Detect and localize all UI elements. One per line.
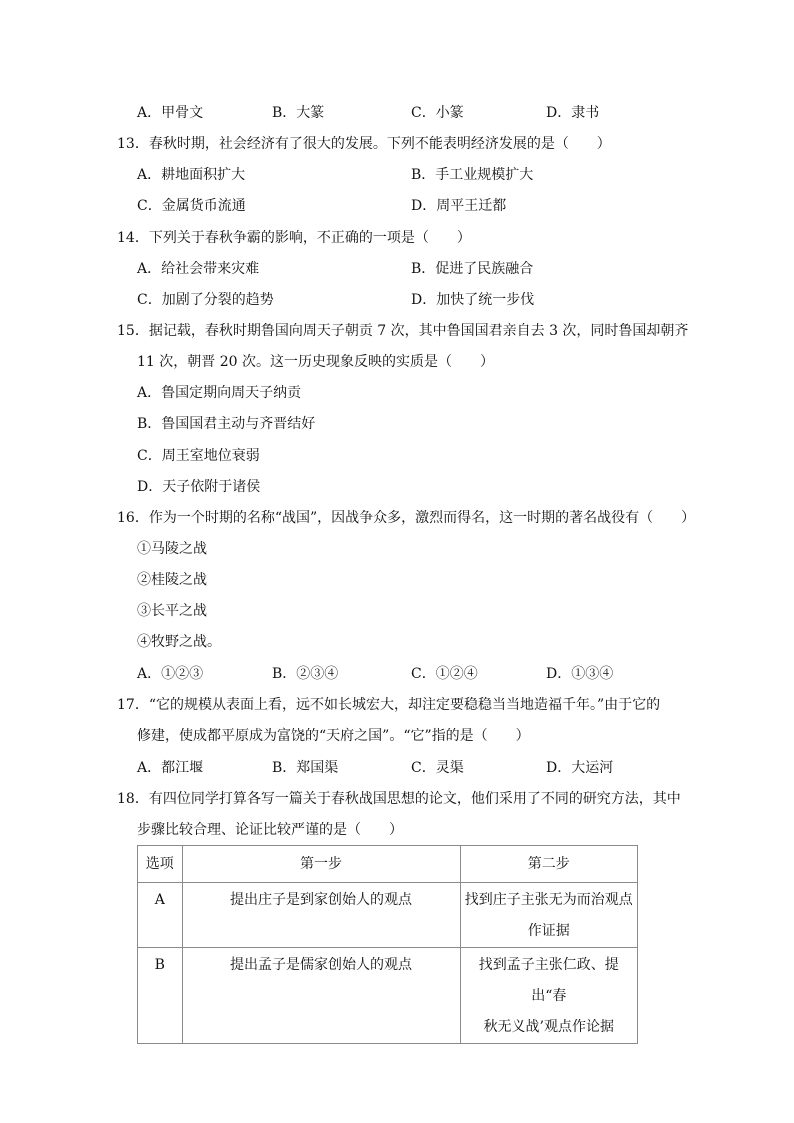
row-option: A xyxy=(138,883,183,948)
q17-option-c: C．灵渠 xyxy=(411,760,464,776)
q16-option-c: C．①②④ xyxy=(411,666,478,682)
q15-stem-line1: 15．据记载，春秋时期鲁国向周天子朝贡 7 次，其中鲁国国君亲自去 3 次，同时鲁国却朝齐 xyxy=(117,323,689,339)
q14-stem: 14．下列关于春秋争霸的影响，不正确的一项是（ ） xyxy=(117,230,471,246)
q15-option-a: A．鲁国定期向周天子纳贡 xyxy=(137,385,302,401)
q14-option-d: D．加快了统一步伐 xyxy=(411,292,535,308)
q14-option-a: A．给社会带来灾难 xyxy=(137,261,260,277)
q13-option-c: C．金属货币流通 xyxy=(137,198,246,214)
q16-item-2: ②桂陵之战 xyxy=(137,572,207,588)
q12-option-a: A．甲骨文 xyxy=(137,105,204,121)
row-step1: 提出孟子是儒家创始人的观点 xyxy=(182,948,460,1044)
q16-option-b: B．②③④ xyxy=(272,666,339,682)
q18-table xyxy=(137,845,638,1044)
q18-stem-line1: 18．有四位同学打算各写一篇关于春秋战国思想的论文，他们采用了不同的研究方法，其中 xyxy=(117,791,681,807)
q16-option-d: D．①③④ xyxy=(546,666,614,682)
q13-option-b: B．手工业规模扩大 xyxy=(411,167,534,183)
row-step1: 提出庄子是到家创始人的观点 xyxy=(182,883,460,948)
q16-item-3: ③长平之战 xyxy=(137,603,207,619)
q13-option-a: A．耕地面积扩大 xyxy=(137,167,246,183)
table-row xyxy=(138,948,638,1044)
q17-stem-line2: 修建，使成都平原成为富饶的“天府之国”。“它”指的是（ ） xyxy=(137,728,530,744)
q17-option-a: A．都江堰 xyxy=(137,760,204,776)
q18-stem-line2: 步骤比较合理、论证比较严谨的是（ ） xyxy=(137,822,403,838)
row-step2-line2: 作证据 xyxy=(527,923,570,939)
header-step2: 第二步 xyxy=(460,846,637,883)
q16-item-4: ④牧野之战。 xyxy=(137,634,221,650)
q12-option-c: C．小篆 xyxy=(411,105,464,121)
row-step2-line2: 秋无义战’观点作论据 xyxy=(483,1019,615,1035)
q16-option-a: A．①②③ xyxy=(137,666,204,682)
q15-option-b: B．鲁国国君主动与齐晋结好 xyxy=(137,416,316,432)
q15-stem-line2: 11 次，朝晋 20 次。这一历史现象反映的实质是（ ） xyxy=(137,354,494,370)
q17-option-b: B．郑国渠 xyxy=(272,760,339,776)
q15-option-c: C．周王室地位衰弱 xyxy=(137,448,260,464)
row-step2-line1: 找到孟子主张仁政、提出“春 xyxy=(478,957,619,1004)
q17-option-d: D．大运河 xyxy=(546,760,614,776)
row-option: B xyxy=(138,948,183,1044)
q13-option-d: D．周平王迁都 xyxy=(411,198,507,214)
header-option: 选项 xyxy=(138,846,183,883)
table-row xyxy=(138,883,638,948)
q13-stem: 13．春秋时期，社会经济有了很大的发展。下列不能表明经济发展的是（ ） xyxy=(117,136,611,152)
q12-option-d: D．隶书 xyxy=(546,105,600,121)
row-step2 xyxy=(460,883,637,948)
q16-item-1: ①马陵之战 xyxy=(137,541,207,557)
header-step1: 第一步 xyxy=(182,846,460,883)
q15-option-d: D．天子依附于诸侯 xyxy=(137,479,261,495)
table-header-row xyxy=(138,846,638,883)
q14-option-b: B．促进了民族融合 xyxy=(411,261,534,277)
row-step2-line1: 找到庄子主张无为而治观点 xyxy=(464,892,633,908)
row-step2 xyxy=(460,948,637,1044)
q14-option-c: C．加剧了分裂的趋势 xyxy=(137,292,274,308)
q17-stem-line1: 17．“它的规模从表面上看，远不如长城宏大，却注定要稳稳当当地造福千年。”由于它的 xyxy=(117,697,661,713)
q16-stem: 16．作为一个时期的名称“战国”，因战争众多，激烈而得名，这一时期的著名战役有（ ） xyxy=(117,510,696,526)
q12-option-b: B．大篆 xyxy=(272,105,325,121)
